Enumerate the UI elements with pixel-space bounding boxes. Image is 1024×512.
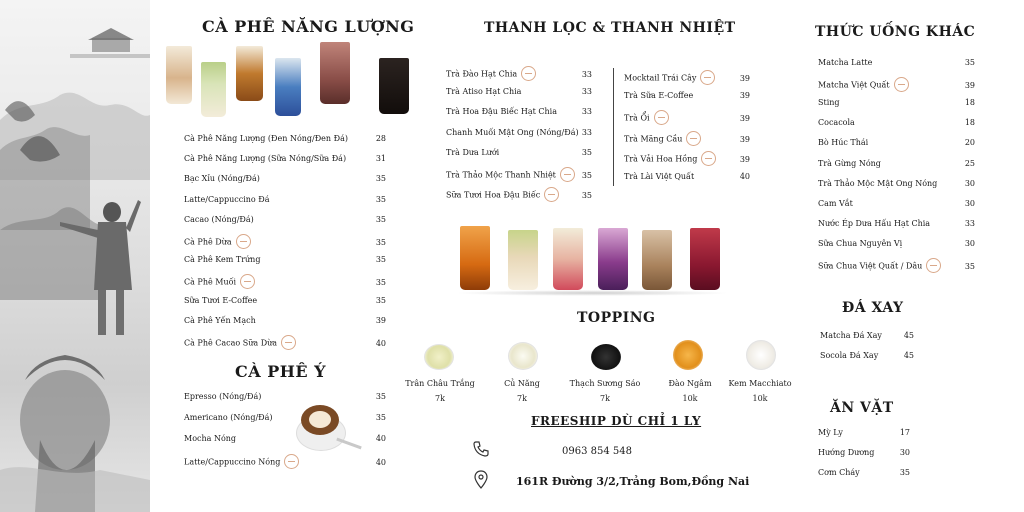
menu-item-price: 45 xyxy=(903,351,914,360)
menu-item-price: 40 xyxy=(375,458,386,467)
menu-item xyxy=(184,434,236,443)
menu-item-name: Mocha Nóng xyxy=(184,434,237,443)
menu-item-price: 39 xyxy=(739,91,750,101)
column-divider xyxy=(613,68,614,186)
menu-item-name: Latte/Cappuccino Đá xyxy=(184,194,270,204)
menu-item-name: Matcha Việt Quất xyxy=(818,80,890,90)
menu-item-name: Cà Phê Kem Trứng xyxy=(184,255,261,265)
menu-item-name: Cocacola xyxy=(818,118,855,128)
menu-item xyxy=(184,336,296,351)
menu-item-price: 39 xyxy=(739,134,750,144)
menu-item-price: 30 xyxy=(899,448,910,457)
menu-item-name: Trà Vải Hoa Hồng xyxy=(624,154,698,164)
decorative-art-strip xyxy=(0,0,150,512)
menu-item-name: Socola Đá Xay xyxy=(820,351,879,360)
menu-item xyxy=(184,455,299,470)
menu-item-name: Cơm Cháy xyxy=(818,468,860,477)
signature-badge-icon xyxy=(236,234,251,249)
menu-item-name: Hướng Dương xyxy=(818,448,875,457)
menu-item xyxy=(624,111,669,126)
topping-price: 7k xyxy=(600,394,610,403)
menu-item xyxy=(818,179,937,188)
menu-item xyxy=(818,239,902,248)
menu-item-name: Cacao (Nóng/Đá) xyxy=(184,214,254,224)
menu-item xyxy=(184,275,255,290)
topping-price: 10k xyxy=(682,394,698,403)
menu-item xyxy=(624,91,693,100)
topping-name: Thạch Sương Sáo xyxy=(569,379,641,388)
freeship-banner: FREESHIP DÙ CHỈ 1 LY xyxy=(531,414,702,428)
menu-item-name: Trà Thảo Mộc Mật Ong Nóng xyxy=(818,178,938,188)
menu-item xyxy=(818,118,855,127)
menu-item xyxy=(818,219,930,228)
menu-item-price: 18 xyxy=(964,98,975,108)
signature-badge-icon xyxy=(926,258,941,273)
menu-item-price: 39 xyxy=(739,74,750,83)
menu-item xyxy=(446,87,521,96)
menu-item-name: Cà Phê Năng Lượng (Sữa Nóng/Sữa Đá) xyxy=(184,154,347,164)
menu-item-price: 35 xyxy=(581,147,592,157)
menu-item-price: 25 xyxy=(964,158,975,168)
menu-item-name: Bò Húc Thái xyxy=(818,138,869,148)
menu-item-price: 33 xyxy=(581,87,592,97)
signature-badge-icon xyxy=(240,274,255,289)
menu-item-name: Matcha Latte xyxy=(818,58,873,67)
menu-item xyxy=(446,168,575,183)
menu-item-price: 33 xyxy=(581,107,592,117)
menu-item xyxy=(818,58,872,67)
menu-item xyxy=(818,259,941,274)
menu-item-name: Trà Gừng Nóng xyxy=(818,158,881,168)
menu-item xyxy=(818,199,853,208)
menu-item xyxy=(184,255,260,264)
menu-item xyxy=(446,148,499,157)
menu-item xyxy=(184,235,251,250)
menu-item xyxy=(184,215,254,224)
menu-item-price: 35 xyxy=(581,171,592,180)
menu-item xyxy=(818,138,868,147)
menu-item-price: 40 xyxy=(375,339,386,348)
section-title-thanh-loc: THANH LỌC & THANH NHIỆT xyxy=(484,20,736,36)
menu-item-price: 35 xyxy=(375,392,386,401)
menu-item-price: 28 xyxy=(375,134,386,143)
menu-item xyxy=(184,174,260,183)
menu-item xyxy=(818,428,843,437)
menu-item-price: 35 xyxy=(964,262,975,271)
topping-name: Đào Ngâm xyxy=(668,379,712,388)
signature-badge-icon xyxy=(281,335,296,350)
menu-item-name: Trà Lài Việt Quất xyxy=(624,172,695,181)
menu-item-name: Latte/Cappuccino Nóng xyxy=(184,457,281,467)
menu-item-price: 30 xyxy=(964,238,975,248)
menu-item-price: 31 xyxy=(375,154,386,164)
menu-item-name: Sữa Tươi E-Coffee xyxy=(184,295,258,305)
menu-item-name: Cà Phê Cacao Sữa Dừa xyxy=(184,338,278,348)
menu-item-name: Chanh Muối Mật Ong (Nóng/Đá) xyxy=(446,127,579,137)
menu-item xyxy=(820,331,882,340)
menu-item xyxy=(184,195,269,204)
menu-item-price: 35 xyxy=(899,468,910,477)
menu-item-name: Sữa Chua Nguyên Vị xyxy=(818,238,903,248)
menu-item-name: Trà Thảo Mộc Thanh Nhiệt xyxy=(446,170,556,180)
menu-item-name: Americano (Nóng/Đá) xyxy=(184,413,273,422)
section-title-da-xay: ĐÁ XAY xyxy=(842,300,904,316)
phone-number[interactable]: 0963 854 548 xyxy=(562,446,632,457)
menu-item-price: 35 xyxy=(375,255,386,265)
signature-badge-icon xyxy=(521,66,536,81)
menu-item-name: Sting xyxy=(818,98,840,108)
menu-item xyxy=(818,159,881,168)
signature-badge-icon xyxy=(894,77,909,92)
location-pin-icon xyxy=(473,470,489,490)
menu-item xyxy=(624,132,701,147)
menu-item xyxy=(184,316,256,325)
topping-price: 7k xyxy=(435,394,445,403)
signature-badge-icon xyxy=(686,131,701,146)
signature-badge-icon xyxy=(544,187,559,202)
menu-item xyxy=(820,351,878,360)
topping-name: Trân Châu Trắng xyxy=(405,379,475,388)
menu-item-name: Cà Phê Yến Mạch xyxy=(184,315,256,325)
menu-item xyxy=(184,413,273,422)
signature-badge-icon xyxy=(284,454,299,469)
menu-item-price: 45 xyxy=(903,331,914,340)
menu-item xyxy=(184,392,261,401)
menu-item-price: 33 xyxy=(581,127,592,137)
menu-item-name: Nước Ép Dưa Hấu Hạt Chia xyxy=(818,218,931,228)
menu-item xyxy=(818,78,909,93)
section-title-an-vat: ĂN VẶT xyxy=(830,400,894,416)
menu-item-price: 35 xyxy=(375,214,386,224)
menu-item-price: 20 xyxy=(964,138,975,148)
menu-item-name: Trà Mãng Cầu xyxy=(624,134,683,144)
menu-item-name: Cà Phê Năng Lượng (Đen Nóng/Đen Đá) xyxy=(184,134,348,143)
menu-item-price: 33 xyxy=(581,70,592,79)
menu-item xyxy=(184,134,348,143)
menu-item-name: Bạc Xỉu (Nóng/Đá) xyxy=(184,174,260,184)
menu-item-price: 35 xyxy=(375,194,386,204)
phone-icon xyxy=(472,440,490,458)
menu-item-price: 35 xyxy=(375,238,386,247)
address: 161R Đường 3/2,Trảng Bom,Đồng Nai xyxy=(516,475,750,488)
menu-item-price: 40 xyxy=(375,434,386,443)
section-title-ca-phe-y: CÀ PHÊ Ý xyxy=(235,362,327,381)
menu-item-price: 17 xyxy=(899,428,910,437)
menu-item-price: 33 xyxy=(964,218,975,228)
section-title-topping: TOPPING xyxy=(577,310,656,326)
menu-item xyxy=(446,67,536,82)
menu-item xyxy=(446,128,579,137)
menu-item-name: Mỳ Ly xyxy=(818,428,843,437)
menu-item xyxy=(624,152,716,167)
menu-item xyxy=(818,98,840,107)
menu-item-name: Trà Sữa E-Coffee xyxy=(624,91,694,101)
decorative-illustration xyxy=(0,0,150,512)
menu-item xyxy=(624,172,694,181)
menu-item-name: Trà Đào Hạt Chia xyxy=(446,69,518,79)
menu-item-price: 35 xyxy=(375,413,386,422)
menu-item-name: Matcha Đá Xay xyxy=(820,331,882,340)
menu-item-name: Trà Ổi xyxy=(624,113,650,123)
menu-item-name: Cam Vắt xyxy=(818,198,853,208)
menu-item xyxy=(624,71,715,86)
topping-price: 10k xyxy=(752,394,768,403)
menu-item-price: 35 xyxy=(581,191,592,201)
menu-item-price: 39 xyxy=(964,81,975,91)
menu-item-name: Sữa Chua Việt Quất / Dâu xyxy=(818,261,923,271)
signature-badge-icon xyxy=(700,70,715,85)
menu-item-price: 35 xyxy=(375,174,386,184)
menu-item-name: Cà Phê Muối xyxy=(184,277,237,287)
menu-item-price: 35 xyxy=(964,58,975,67)
topping-name: Kem Macchiato xyxy=(728,379,792,388)
menu-item-price: 40 xyxy=(739,172,750,181)
topping-name: Củ Năng xyxy=(504,379,540,388)
menu-item xyxy=(818,448,874,457)
menu-item xyxy=(446,107,557,116)
menu-item-price: 35 xyxy=(375,278,386,288)
menu-item-price: 18 xyxy=(964,118,975,128)
menu-item-name: Mocktail Trái Cây xyxy=(624,73,697,83)
menu-item-name: Epresso (Nóng/Đá) xyxy=(184,392,262,401)
menu-item xyxy=(446,188,559,203)
menu-item-name: Sữa Tươi Hoa Đậu Biếc xyxy=(446,190,541,200)
menu-item-price: 30 xyxy=(964,178,975,188)
section-title-ca-phe-nang-luong: CÀ PHÊ NĂNG LƯỢNG xyxy=(202,17,415,36)
menu-item xyxy=(818,468,860,477)
menu-item xyxy=(184,154,346,163)
menu-item-name: Trà Atiso Hạt Chia xyxy=(446,87,522,97)
menu-item xyxy=(184,296,257,305)
menu-item-price: 39 xyxy=(739,114,750,124)
topping-price: 7k xyxy=(517,394,527,403)
menu-item-price: 39 xyxy=(375,315,386,325)
section-title-thuc-uong-khac: THỨC UỐNG KHÁC xyxy=(815,24,976,40)
signature-badge-icon xyxy=(654,110,669,125)
signature-badge-icon xyxy=(701,151,716,166)
menu-item-name: Trà Dưa Lưới xyxy=(446,147,500,157)
menu-item-name: Cà Phê Dừa xyxy=(184,237,232,247)
menu-item-price: 39 xyxy=(739,154,750,164)
menu-item-price: 30 xyxy=(964,198,975,208)
menu-item-name: Trà Hoa Đậu Biếc Hạt Chia xyxy=(446,107,557,117)
menu-item-price: 35 xyxy=(375,295,386,305)
